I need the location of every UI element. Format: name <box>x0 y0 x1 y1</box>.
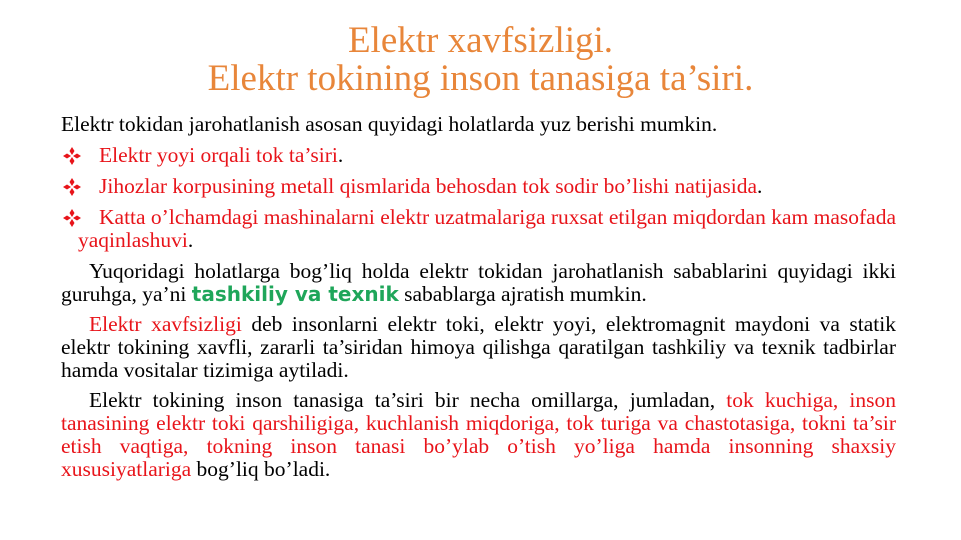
paragraph-text: bog’liq bo’ladi. <box>191 457 331 481</box>
title-line-2: Elektr tokining inson tanasiga ta’siri. <box>207 58 754 99</box>
defined-term: Elektr xavfsizligi <box>89 312 242 336</box>
highlight-term: tashkiliy va texnik <box>191 282 399 306</box>
bullet-suffix: . <box>757 174 763 198</box>
paragraph-text: Elektr tokining inson tanasiga ta’siri bir necha omillarga, jumladan, <box>89 388 727 412</box>
bullet-suffix: . <box>337 143 344 167</box>
bullet-item <box>61 175 896 198</box>
paragraph-factors <box>61 389 896 481</box>
paragraph-causes <box>61 260 896 306</box>
title-line-1: Elektr xavfsizligi. <box>347 20 614 61</box>
bullet-text: Katta o’lchamdagi mashinalarni elektr uzatmalariga ruxsat etilgan miqdordan kam masofada yaqinlashuvi <box>78 205 896 252</box>
factors-list: tok kuchiga, inson tanasining elektr toki qarshiligiga, kuchlanish miqdoriga, tok turiga va chastotasiga, tokni ta’sir etish vaqtiga, tokning inson tanasi bo’ylab o’tish yo’liga hamda insonning shaxsiy xususiyatlariga <box>61 388 896 481</box>
diamond-bullet-icon <box>61 176 83 198</box>
paragraph-text: sabablarga ajratish mumkin. <box>398 282 647 306</box>
intro-text: Elektr tokidan jarohatlanish asosan quyidagi holatlarda yuz berishi mumkin. <box>61 112 718 136</box>
diamond-bullet-icon <box>61 145 83 167</box>
slide-body <box>61 113 896 481</box>
paragraph-definition <box>61 313 896 382</box>
paragraph-text: deb insonlarni elektr toki, elektr yoyi, elektromagnit maydoni va statik elektr tokining xavfli, zararli ta’siridan himoya qilishga qaratilgan tashkiliy va texnik tadbirlar hamda vositalar tizimiga aytiladi. <box>61 312 896 382</box>
bullet-text: Elektr yoyi orqali tok ta’siri <box>99 143 338 167</box>
bullet-item <box>61 144 896 167</box>
bullet-item <box>61 206 896 252</box>
paragraph-text: Yuqoridagi holatlarga bog’liq holda elektr tokidan jarohatlanish sabablarini quyidagi ikki guruhga, ya’ni <box>61 259 896 306</box>
bullet-suffix: . <box>187 228 194 252</box>
diamond-bullet-icon <box>61 207 83 229</box>
bullet-text: Jihozlar korpusining metall qismlarida behosdan tok sodir bo’lishi natijasida <box>99 174 758 198</box>
slide-title <box>0 22 961 98</box>
